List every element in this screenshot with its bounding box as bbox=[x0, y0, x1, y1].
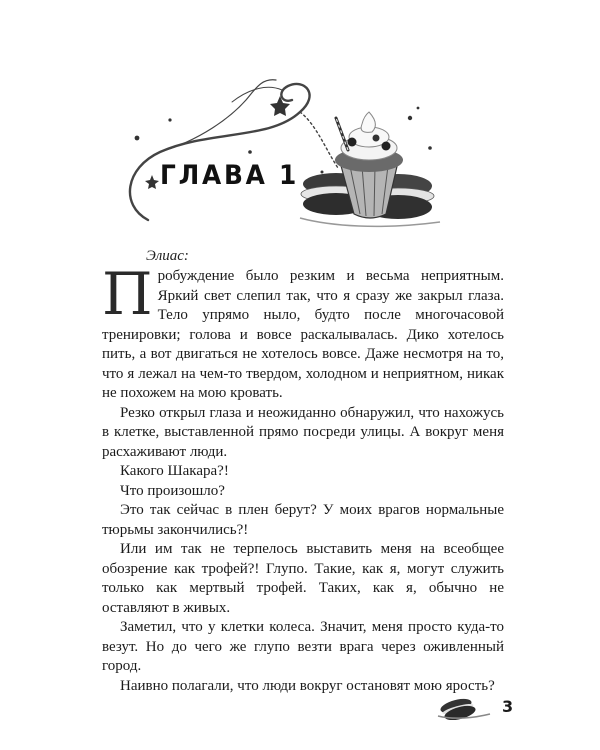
paragraph-3: Какого Шакара?! bbox=[120, 463, 229, 479]
paragraph-7: Заметил, что у клетки колеса. Значит, меня просто куда-то везут. Но до чего же глупо везти врага через оживленный город. bbox=[102, 619, 504, 674]
chapter-body bbox=[102, 260, 504, 696]
paragraph-6: Или им так не терпелось выставить меня на всеобщее обозрение как трофей?! Глупо. Такие, как я, могут служить только как мертвый трофей. Таких, как я, обычно не оставляют в живых. bbox=[102, 541, 504, 616]
narrator-label: Элиас: bbox=[146, 248, 189, 264]
paragraph-5: Это так сейчас в плен берут? У моих врагов нормальные тюрьмы закончились?! bbox=[102, 502, 504, 538]
page-number: 3 bbox=[502, 697, 514, 716]
macaron-icon bbox=[434, 694, 494, 720]
chapter-title: ГЛАВА 1 bbox=[160, 160, 300, 191]
drop-cap: П bbox=[102, 260, 153, 328]
paragraph-2: Резко открыл глаза и неожиданно обнаружил, что нахожусь в клетке, выставленной прямо посреди улицы. А вокруг меня расхаживают люди. bbox=[102, 404, 504, 460]
paragraph-1-text: робуждение было резким и весьма неприятным. Яркий свет слепил так, что я сразу же закрыл глаза. Тело упрямо ныло, будто после многочасовой тренировки; голова и вовсе раскалывалась. Дико хотелось пить, а вот двигаться не хотелось вовсе. Даже несмотря на то, что я лежал на чем-то твердом, холодном и неприятном, никак не похожем на мою кровать. bbox=[102, 268, 504, 401]
paragraph-1 bbox=[102, 260, 504, 404]
chapter-header-illustration bbox=[0, 0, 600, 260]
paragraph-8: Наивно полагали, что люди вокруг остановят мою ярость? bbox=[120, 677, 495, 694]
shading-scribble-icon bbox=[300, 218, 440, 226]
paragraph-4: Что произошло? bbox=[120, 482, 225, 499]
